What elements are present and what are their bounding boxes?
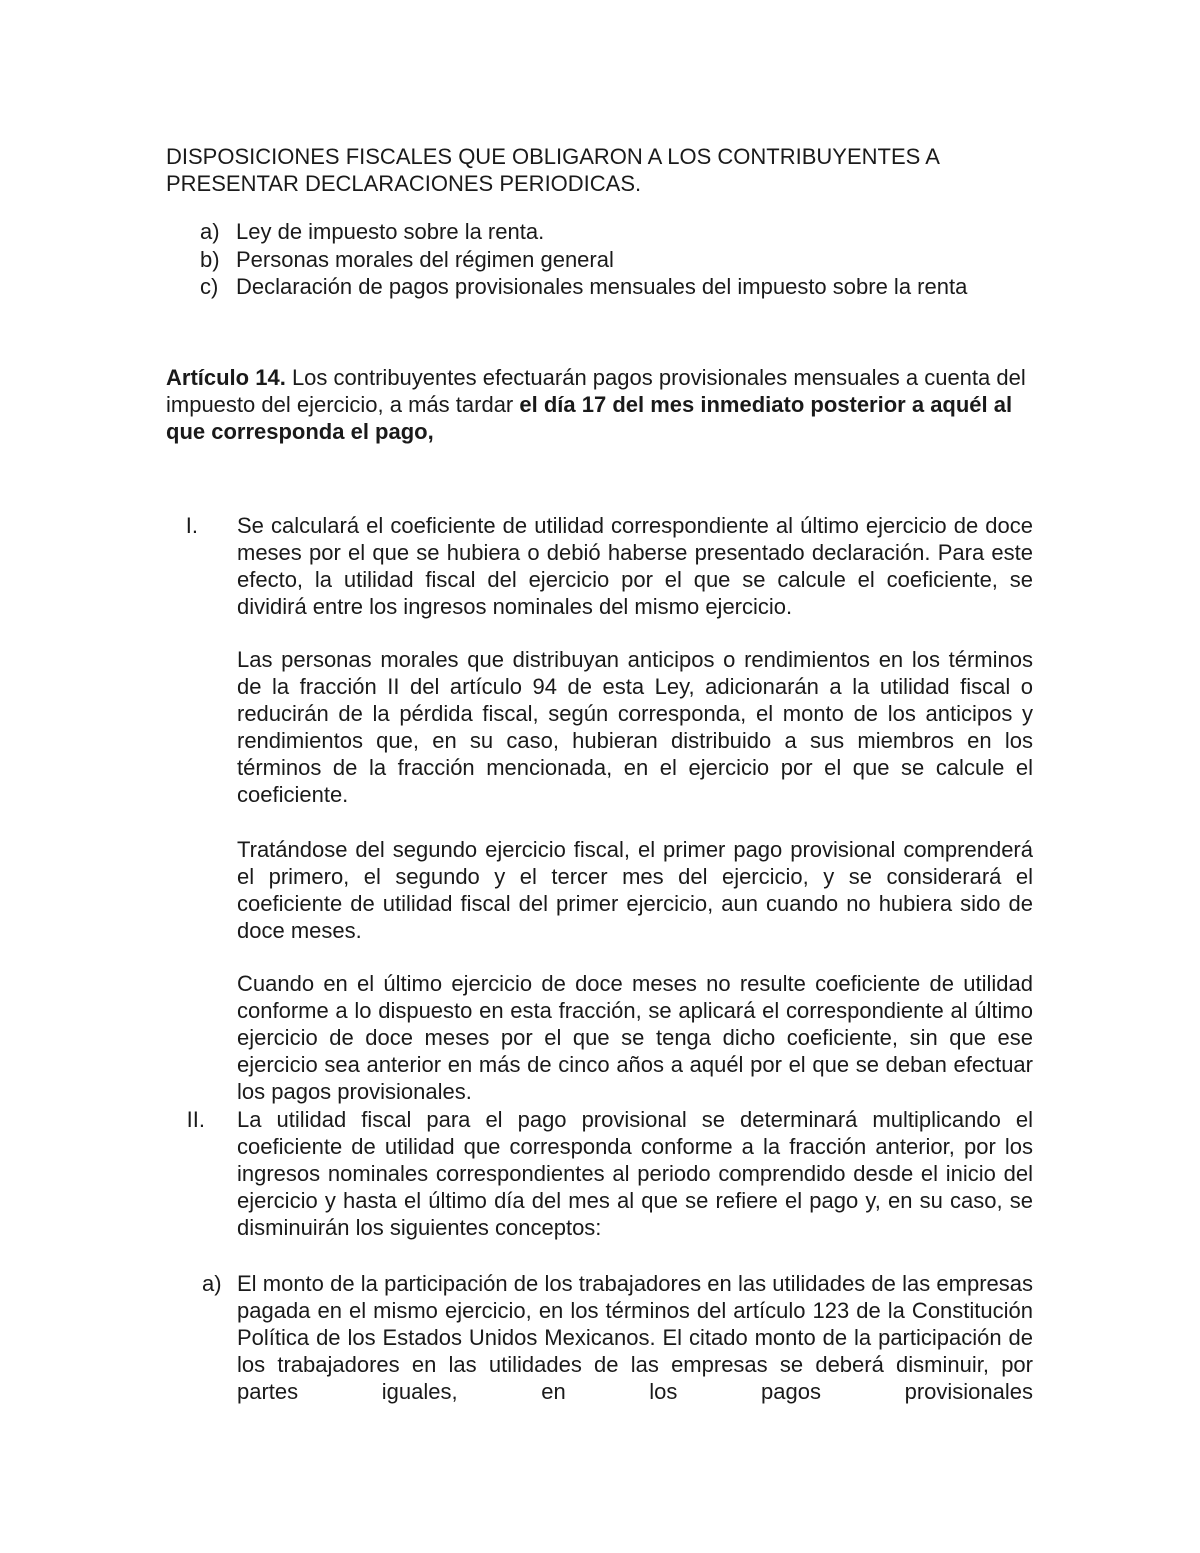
article-deadline: el día 17 del mes inmediato posterior a aquél al que corresponda el pago, — [166, 392, 1013, 444]
subsection-a-paragraph: El monto de la participación de los trabajadores en las utilidades de las empresas pagada en el mismo ejercicio, en los términos del artículo 123 de la Constitución Política de los Estados Unidos Mexicanos. El citado monto de la participación de los trabajadores en las utilidades de las empresas se deberá disminuir, por partes iguales, en los pagos provisionales — [237, 1271, 1033, 1404]
list-item-text: Personas morales del régimen general — [236, 246, 614, 272]
fraction-I-paragraph-1: Se calculará el coeficiente de utilidad correspondiente al último ejercicio de doce meses por el que se hubiera o debió haberse presentado declaración. Para este efecto, la utilidad fiscal del ejercicio por el que se calcule el coeficiente, se dividirá entre los ingresos nominales del mismo ejercicio. — [237, 513, 1033, 619]
fraction-I-paragraph-3: Tratándose del segundo ejercicio fiscal, el primer pago provisional comprenderá el primero, el segundo y el tercer mes del ejercicio, y se considerará el coeficiente de utilidad fiscal del primer ejercicio, aun cuando no hubiera sido de doce meses. — [237, 837, 1033, 943]
list-item-text: Declaración de pagos provisionales mensuales del impuesto sobre la renta — [236, 274, 968, 299]
list-marker: b) — [200, 246, 220, 272]
article-14-paragraph — [166, 364, 1026, 445]
subsection-a-marker: a) — [202, 1271, 222, 1296]
list-item — [166, 246, 1066, 274]
article-text: Los contribuyentes efectuarán pagos provisionales mensuales a cuenta del impuesto del ejercicio, a más tardar — [166, 365, 1026, 417]
fraction-II-paragraph: La utilidad fiscal para el pago provisional se determinará multiplicando el coeficiente de utilidad que corresponda conforme a la fracción anterior, por los ingresos nominales correspondientes al periodo comprendido desde el inicio del ejercicio y hasta el último día del mes al que se refiere el pago y, en su caso, se disminuirán los siguientes conceptos: — [237, 1107, 1033, 1240]
article-label: Artículo 14. — [166, 365, 286, 390]
fraction-I-paragraph-2: Las personas morales que distribuyan anticipos o rendimientos en los términos de la fracción II del artículo 94 de esta Ley, adicionarán a la utilidad fiscal o reducirán de la pérdida fiscal, según corresponda, el monto de los anticipos y rendimientos que, en su caso, hubieran distribuido a sus miembros en los términos de la fracción mencionada, en el ejercicio por el que se calcule el coeficiente. — [237, 647, 1033, 807]
fraction-II-marker: II. — [186, 1107, 205, 1132]
list-item-text: Ley de impuesto sobre la renta. — [236, 219, 545, 244]
list-marker: c) — [200, 274, 219, 299]
list-item — [166, 218, 1066, 246]
fraction-I-paragraph-4: Cuando en el último ejercicio de doce meses no resulte coeficiente de utilidad conforme a lo dispuesto en esta fracción, se aplicará el correspondiente al último ejercicio de doce meses por el que se tenga dicho coeficiente, sin que ese ejercicio sea anterior en más de cinco años a aquél por el que se deban efectuar los pagos provisionales. — [237, 971, 1033, 1104]
intro-list — [166, 218, 1066, 301]
list-item — [166, 273, 1066, 301]
document-title: DISPOSICIONES FISCALES QUE OBLIGARON A LOS CONTRIBUYENTES A PRESENTAR DECLARACIONES PERIODICAS. — [166, 144, 939, 196]
list-marker: a) — [200, 219, 220, 244]
fraction-I-marker: I. — [185, 513, 198, 538]
